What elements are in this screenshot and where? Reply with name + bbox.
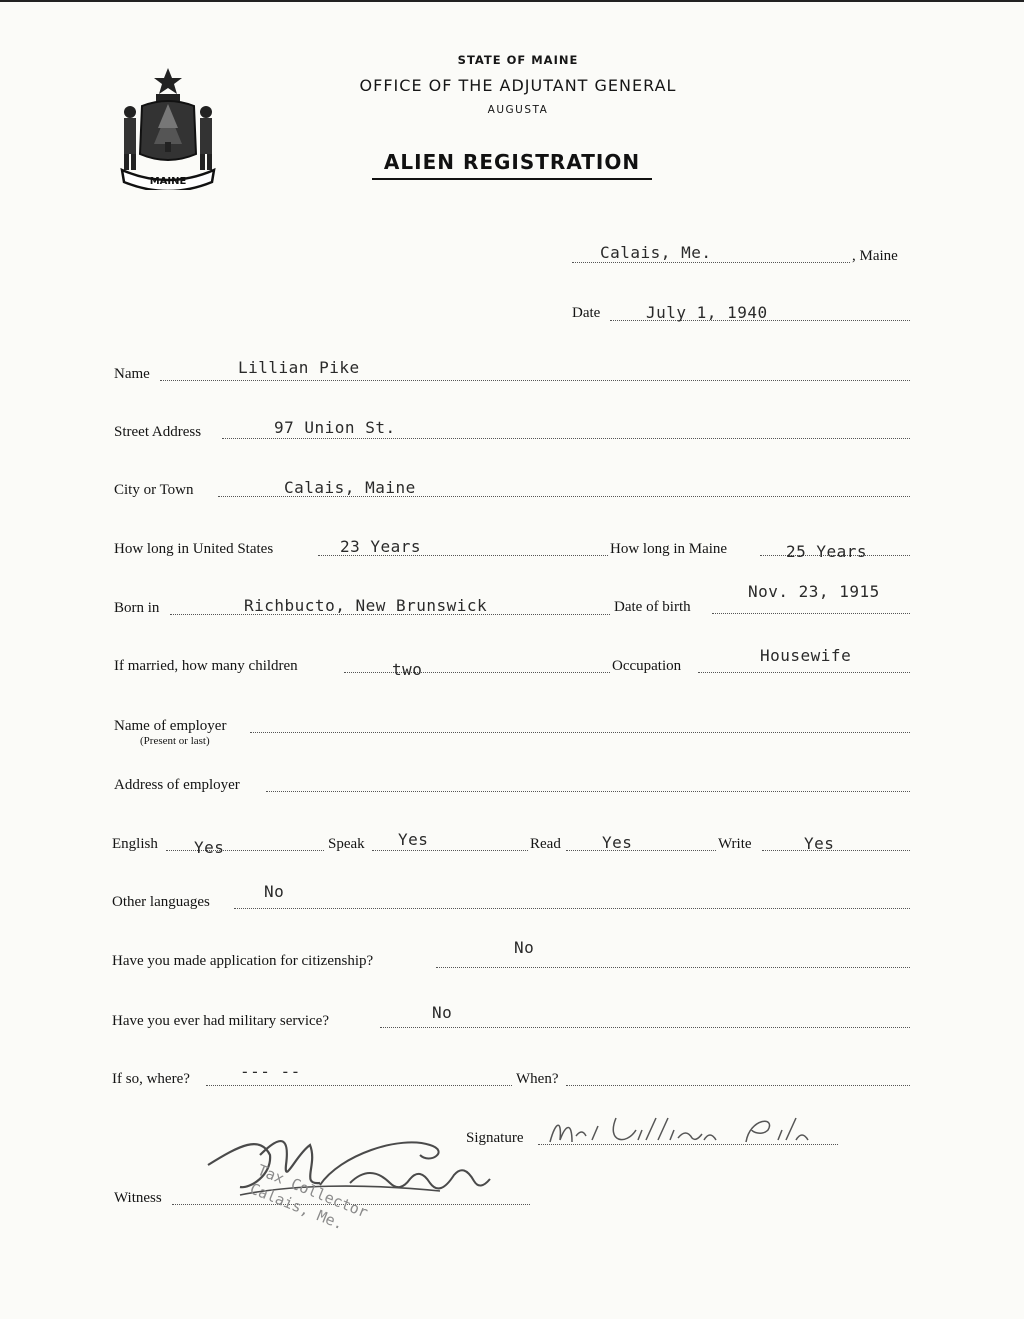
children-label: If married, how many children bbox=[114, 658, 298, 674]
english-value: Yes bbox=[194, 838, 225, 857]
speak-line bbox=[372, 850, 528, 851]
read-label: Read bbox=[530, 836, 561, 852]
employer-label: Name of employer bbox=[114, 718, 227, 734]
employer-address-line bbox=[266, 791, 910, 792]
office-heading: OFFICE OF THE ADJUTANT GENERAL bbox=[359, 76, 677, 95]
employer-address-label: Address of employer bbox=[114, 777, 240, 793]
other-languages-value: No bbox=[264, 882, 285, 901]
how-long-us-label: How long in United States bbox=[114, 541, 274, 557]
born-in-label: Born in bbox=[114, 600, 160, 616]
date-label: Date bbox=[572, 305, 601, 321]
other-languages-line bbox=[234, 908, 910, 909]
read-line bbox=[566, 850, 716, 851]
place-value: Calais, Me. bbox=[600, 243, 712, 262]
place-suffix: , Maine bbox=[852, 248, 898, 264]
occupation-label: Occupation bbox=[612, 658, 682, 674]
speak-label: Speak bbox=[328, 836, 365, 852]
city-value: Calais, Maine bbox=[284, 478, 416, 497]
name-value: Lillian Pike bbox=[238, 358, 360, 377]
occupation-line bbox=[698, 672, 910, 673]
how-long-me-label: How long in Maine bbox=[610, 541, 728, 557]
top-border bbox=[0, 0, 1024, 2]
born-in-value: Richbucto, New Brunswick bbox=[244, 596, 488, 615]
applicant-signature-icon bbox=[546, 1112, 836, 1152]
dob-line bbox=[712, 613, 910, 614]
where-line bbox=[206, 1085, 512, 1086]
citizenship-line bbox=[436, 967, 910, 968]
dob-label: Date of birth bbox=[614, 599, 691, 615]
military-label: Have you ever had military service? bbox=[112, 1013, 329, 1029]
children-value: two bbox=[392, 660, 423, 679]
speak-value: Yes bbox=[398, 830, 429, 849]
write-line bbox=[762, 850, 910, 851]
children-line bbox=[344, 672, 610, 673]
where-label: If so, where? bbox=[112, 1071, 190, 1087]
where-value: --- -- bbox=[240, 1062, 301, 1081]
form-title: ALIEN REGISTRATION bbox=[383, 150, 641, 174]
place-line bbox=[572, 262, 850, 263]
write-label: Write bbox=[718, 836, 752, 852]
english-label: English bbox=[112, 836, 158, 852]
street-label: Street Address bbox=[114, 424, 202, 440]
signature-label: Signature bbox=[466, 1130, 524, 1146]
street-line bbox=[222, 438, 910, 439]
street-value: 97 Union St. bbox=[274, 418, 396, 437]
other-languages-label: Other languages bbox=[112, 894, 210, 910]
military-value: No bbox=[432, 1003, 453, 1022]
seal-banner: MAINE bbox=[149, 176, 187, 187]
city-heading: AUGUSTA bbox=[487, 104, 549, 116]
dob-value: Nov. 23, 1915 bbox=[748, 582, 880, 601]
how-long-us-value: 23 Years bbox=[340, 537, 422, 556]
when-line bbox=[566, 1085, 910, 1086]
title-underline bbox=[372, 178, 652, 180]
military-line bbox=[380, 1027, 910, 1028]
witness-label: Witness bbox=[114, 1190, 162, 1206]
employer-line bbox=[250, 732, 910, 733]
city-label: City or Town bbox=[114, 482, 194, 498]
citizenship-label: Have you made application for citizenship? bbox=[112, 953, 374, 969]
when-label: When? bbox=[516, 1071, 559, 1087]
how-long-me-value: 25 Years bbox=[786, 542, 868, 561]
employer-sublabel: (Present or last) bbox=[140, 735, 210, 747]
date-value: July 1, 1940 bbox=[646, 303, 768, 322]
occupation-value: Housewife bbox=[760, 646, 852, 665]
read-value: Yes bbox=[602, 833, 633, 852]
name-label: Name bbox=[114, 366, 150, 382]
name-line bbox=[160, 380, 910, 381]
english-line bbox=[166, 850, 324, 851]
write-value: Yes bbox=[804, 834, 835, 853]
citizenship-value: No bbox=[514, 938, 535, 957]
state-heading: STATE OF MAINE bbox=[457, 53, 579, 67]
tax-collector-stamp: Tax Collector Calais, Me. bbox=[247, 1160, 371, 1234]
